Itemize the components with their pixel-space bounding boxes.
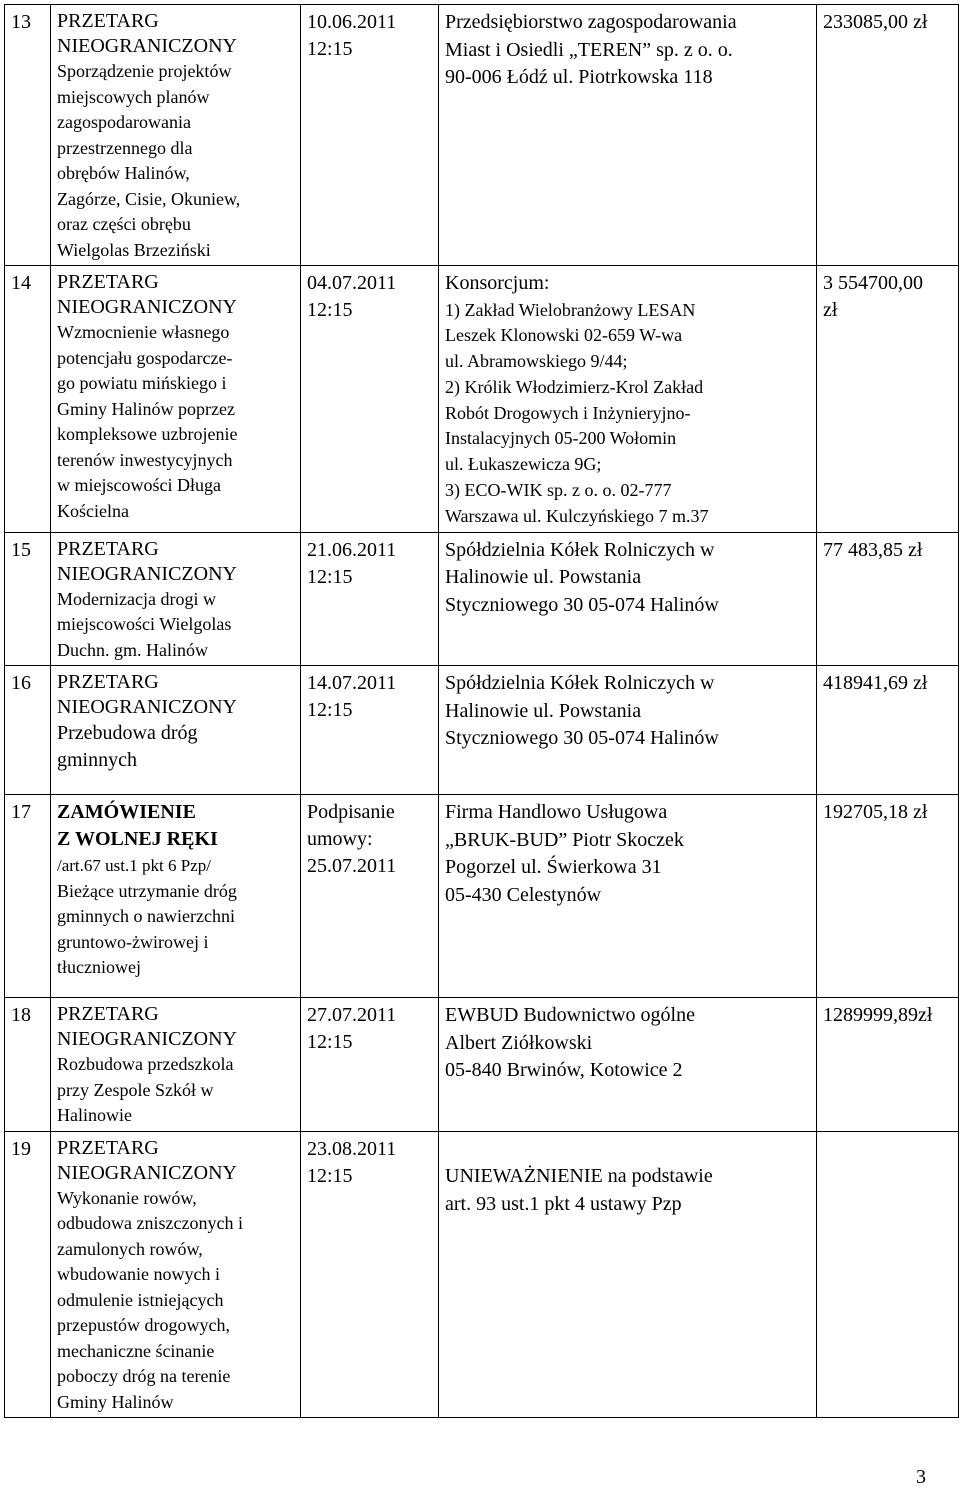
tender-subject-cell: PRZETARG NIEOGRANICZONY Sporządzenie projektów miejscowych planów zagospodarowania przestrzennego dla obrębów Halinów, Zagórze, Cisie, Okuniew, oraz części obrębu Wielgolas Brzeziński xyxy=(51,5,301,266)
contractor-cell: Spółdzielnia Kółek Rolniczych w Halinowie ul. Powstania Styczniowego 30 05-074 Halinów xyxy=(439,666,817,795)
contractor-cell: Firma Handlowo Usługowa „BRUK-BUD” Piotr Skoczek Pogorzel ul. Świerkowa 31 05-430 Celestynów xyxy=(439,795,817,998)
annulment-note: UNIEWAŻNIENIE na podstawie xyxy=(445,1165,713,1188)
opening-date-cell: 10.06.2011 12:15 xyxy=(301,5,439,266)
contract-amount-cell: 77 483,85 zł xyxy=(817,532,959,666)
page-number: 3 xyxy=(916,1466,926,1488)
tender-subject-cell: PRZETARG NIEOGRANICZONY Rozbudowa przedszkola przy Zespole Szkół w Halinowie xyxy=(51,998,301,1132)
tender-mode: PRZETARG xyxy=(57,537,159,560)
tender-mode: NIEOGRANICZONY xyxy=(57,35,237,57)
contractor-cell: Konsorcjum: 1) Zakład Wielobranżowy LESAN Leszek Klonowski 02-659 W-wa ul. Abramowskiego 9/44; 2) Królik Włodzimierz-Krol Zakład Robót Drogowych i Inżynieryjno- Instalacyjnych 05-200 Wołomin ul. Łukaszewicza 9G; 3) ECO-WIK sp. z o. o. 02-777 Warszawa ul. Kulczyńskiego 7 m.37 xyxy=(439,266,817,533)
table-row xyxy=(5,1131,959,1418)
tender-subject-cell: PRZETARG NIEOGRANICZONY Przebudowa dróg gminnych xyxy=(51,666,301,795)
contractor-cell: EWBUD Budownictwo ogólne Albert Ziółkowski 05-840 Brwinów, Kotowice 2 xyxy=(439,998,817,1132)
contract-amount-cell: 192705,18 zł xyxy=(817,795,959,998)
table-row xyxy=(5,532,959,666)
tender-subject-cell: PRZETARG NIEOGRANICZONY Wykonanie rowów, odbudowa zniszczonych i zamulonych rowów, wbudowanie nowych i odmulenie istniejących przepustów drogowych, mechaniczne ścinanie poboczy dróg na terenie Gminy Halinów xyxy=(51,1131,301,1418)
tender-mode: NIEOGRANICZONY xyxy=(57,696,237,719)
tender-mode: PRZETARG xyxy=(57,1136,159,1159)
opening-date-cell: Podpisanie umowy: 25.07.2011 xyxy=(301,795,439,998)
contractor-cell: Spółdzielnia Kółek Rolniczych w Halinowie ul. Powstania Styczniowego 30 05-074 Halinów xyxy=(439,532,817,666)
row-number: 13 xyxy=(5,5,51,266)
row-number: 15 xyxy=(5,532,51,666)
table-row xyxy=(5,666,959,795)
tender-mode: PRZETARG xyxy=(57,271,159,293)
legal-basis: /art.67 ust.1 pkt 6 Pzp/ xyxy=(57,856,211,876)
contract-amount-cell: 1289999,89zł xyxy=(817,998,959,1132)
tender-mode: Z WOLNEJ RĘKI xyxy=(57,828,218,851)
tender-mode: PRZETARG xyxy=(57,671,159,694)
tender-mode: ZAMÓWIENIE xyxy=(57,801,196,824)
tender-mode: PRZETARG xyxy=(57,10,159,32)
opening-date-cell: 04.07.2011 12:15 xyxy=(301,266,439,533)
contract-amount-cell: 418941,69 zł xyxy=(817,666,959,795)
tender-mode: NIEOGRANICZONY xyxy=(57,1161,237,1184)
tender-mode: NIEOGRANICZONY xyxy=(57,296,237,318)
tender-subject-cell: PRZETARG NIEOGRANICZONY Modernizacja drogi w miejscowości Wielgolas Duchn. gm. Halinów xyxy=(51,532,301,666)
tender-mode: NIEOGRANICZONY xyxy=(57,1028,237,1051)
tender-results-table xyxy=(4,4,959,1418)
tender-mode: PRZETARG xyxy=(57,1003,159,1026)
opening-date-cell: 23.08.2011 12:15 xyxy=(301,1131,439,1418)
row-number: 18 xyxy=(5,998,51,1132)
contractor-cell: Przedsiębiorstwo zagospodarowania Miast i Osiedli „TEREN” sp. z o. o. 90-006 Łódź ul. Piotrkowska 118 xyxy=(439,5,817,266)
row-number: 17 xyxy=(5,795,51,998)
opening-date-cell: 27.07.2011 12:15 xyxy=(301,998,439,1132)
opening-date-cell: 21.06.2011 12:15 xyxy=(301,532,439,666)
table-row xyxy=(5,5,959,266)
contract-amount-cell: 3 554700,00 zł xyxy=(817,266,959,533)
table-row xyxy=(5,998,959,1132)
consortium-label: Konsorcjum: xyxy=(445,272,550,294)
opening-date-cell: 14.07.2011 12:15 xyxy=(301,666,439,795)
contract-amount-cell: 233085,00 zł xyxy=(817,5,959,266)
contractor-cell: UNIEWAŻNIENIE na podstawie art. 93 ust.1 pkt 4 ustawy Pzp xyxy=(439,1131,817,1418)
tender-mode: NIEOGRANICZONY xyxy=(57,562,237,585)
contract-amount-cell xyxy=(817,1131,959,1418)
table-row xyxy=(5,266,959,533)
tender-subject-cell: PRZETARG NIEOGRANICZONY Wzmocnienie własnego potencjału gospodarcze- go powiatu mińskiego i Gminy Halinów poprzez kompleksowe uzbrojenie terenów inwestycyjnych w miejscowości Długa Kościelna xyxy=(51,266,301,533)
row-number: 14 xyxy=(5,266,51,533)
table-row xyxy=(5,795,959,998)
tender-subject-cell: ZAMÓWIENIE Z WOLNEJ RĘKI /art.67 ust.1 pkt 6 Pzp/ Bieżące utrzymanie dróg gminnych o nawierzchni gruntowo-żwirowej i tłuczniowej xyxy=(51,795,301,998)
row-number: 19 xyxy=(5,1131,51,1418)
row-number: 16 xyxy=(5,666,51,795)
